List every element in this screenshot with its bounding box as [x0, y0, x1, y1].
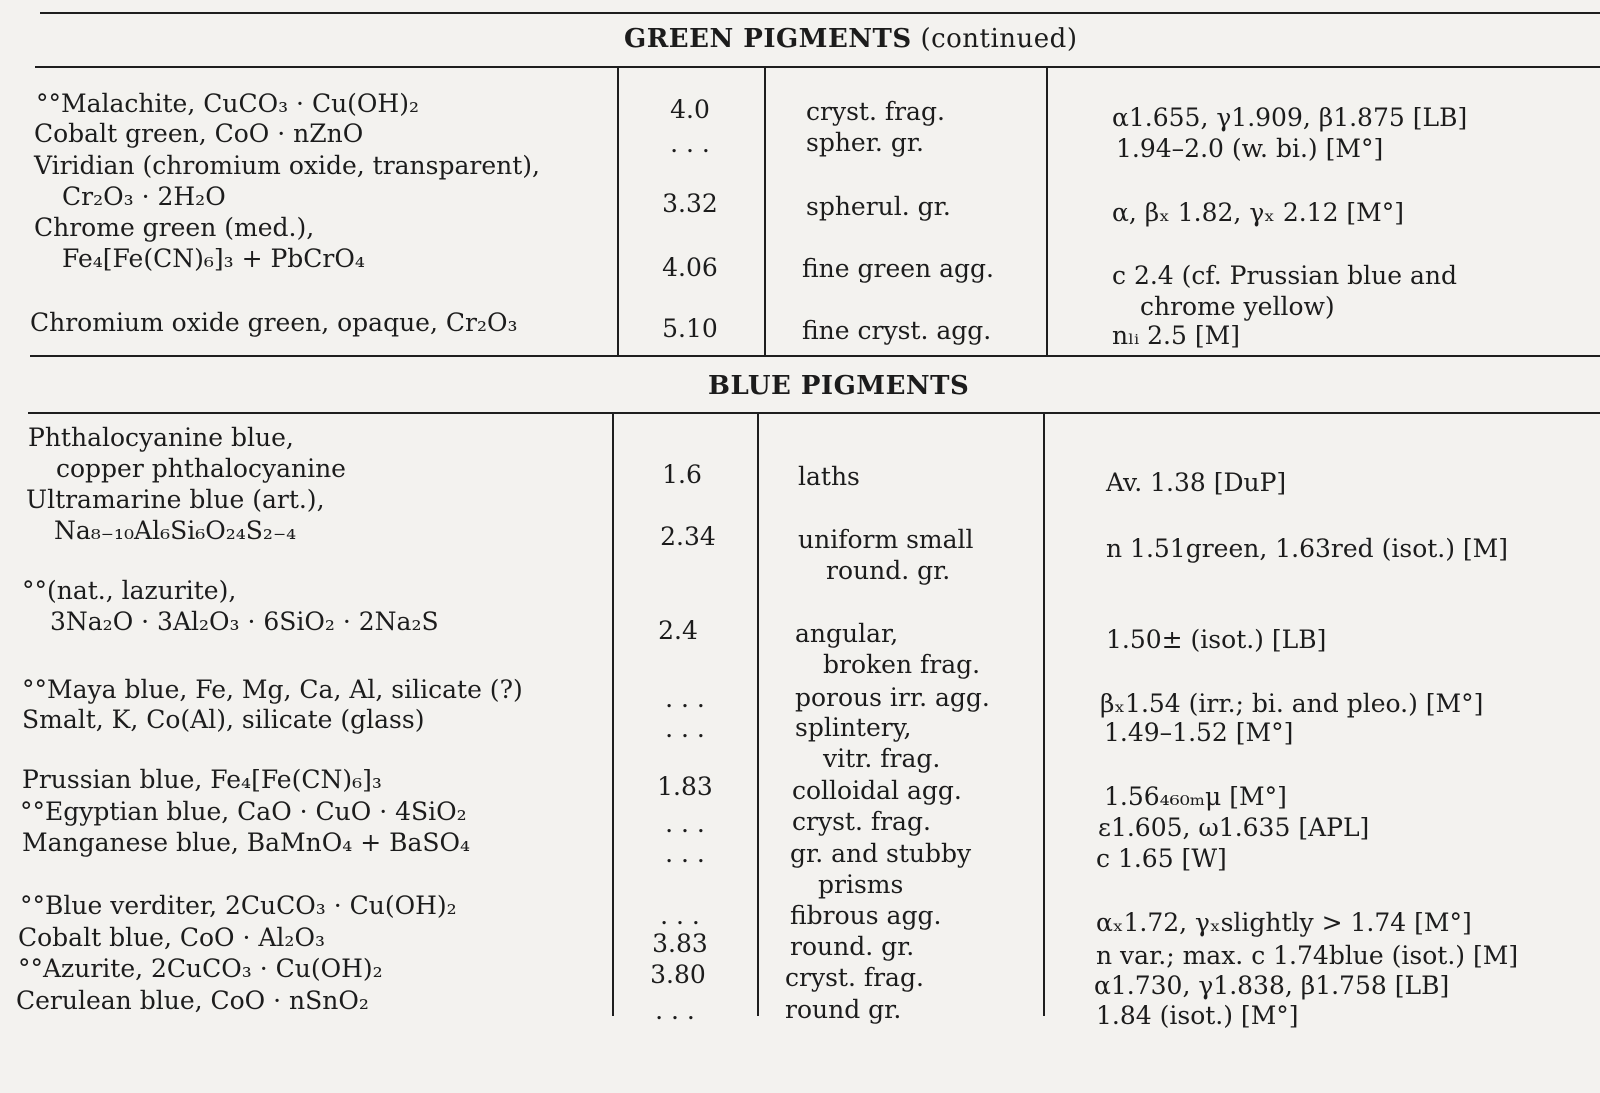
- form-line: round. gr.: [790, 932, 915, 961]
- blue-row-10-name: [18, 953, 383, 984]
- blue-row-7-form: [790, 838, 971, 900]
- name-line: °°Blue verditer, 2CuCO₃ · Cu(OH)₂: [20, 891, 457, 920]
- ri-line: αₓ1.72, γₓslightly > 1.74 [M°]: [1096, 908, 1472, 937]
- name-line: Cr₂O₃ · 2H₂O: [62, 182, 226, 211]
- green-row-0-density: 4.0: [670, 95, 710, 124]
- blue-row-0-form: [798, 461, 860, 492]
- ri-line: chrome yellow): [1140, 292, 1335, 321]
- blue-row-1-ri: [1106, 533, 1508, 564]
- green-row-0-form: [806, 96, 945, 127]
- green-row-1-ri: [1116, 133, 1383, 164]
- blue-row-1-name: [26, 484, 325, 546]
- green-row-4-name: [30, 307, 518, 338]
- blue-row-10-ri: [1094, 970, 1449, 1001]
- ri-line: n 1.51green, 1.63red (isot.) [M]: [1106, 534, 1509, 563]
- blue-row-4-ri: [1104, 717, 1293, 748]
- form-line: spher. gr.: [806, 128, 924, 157]
- green-row-4-form: [802, 315, 991, 346]
- blue-row-9-ri: [1096, 940, 1518, 971]
- green-row-4-ri: [1112, 320, 1240, 351]
- green-row-2-density: 3.32: [662, 189, 718, 218]
- blue-row-8-ri: [1096, 907, 1472, 938]
- form-line: colloidal agg.: [792, 776, 962, 805]
- green-row-2-name: [34, 150, 540, 212]
- form-line: gr. and stubby: [790, 839, 972, 868]
- green-column-rule-3: [1046, 68, 1048, 356]
- blue-row-0-density: 1.6: [662, 460, 702, 489]
- blue-row-8-form: [790, 900, 941, 931]
- blue-row-11-ri: [1096, 1000, 1299, 1031]
- form-line: fibrous agg.: [790, 901, 942, 930]
- blue-row-0-name: [28, 422, 346, 484]
- green-section-title-suffix: (continued): [920, 24, 1078, 54]
- ri-line: ε1.605, ω1.635 [APL]: [1098, 813, 1370, 842]
- blue-row-11-density: . . .: [655, 996, 695, 1025]
- form-line: laths: [798, 462, 860, 491]
- blue-section-heading: [708, 371, 969, 401]
- ri-line: 1.56₄₆₀ₘμ [M°]: [1104, 782, 1287, 811]
- blue-row-10-density: 3.80: [650, 960, 706, 989]
- form-line: cryst. frag.: [785, 963, 924, 992]
- form-line: cryst. frag.: [806, 97, 945, 126]
- blue-row-3-name: [22, 674, 523, 705]
- green-section-heading: [624, 24, 1077, 54]
- name-line: Phthalocyanine blue,: [28, 423, 294, 452]
- name-line: Smalt, K, Co(Al), silicate (glass): [22, 705, 425, 734]
- blue-row-2-name: [22, 575, 439, 637]
- blue-row-9-density: 3.83: [652, 929, 708, 958]
- ri-line: α1.655, γ1.909, β1.875 [LB]: [1112, 103, 1468, 132]
- blue-column-rule-2: [757, 414, 759, 1016]
- blue-row-5-name: [22, 764, 382, 795]
- green-bottom-rule: [30, 355, 1600, 357]
- blue-row-11-name: [16, 985, 369, 1016]
- blue-row-0-ri: [1106, 467, 1286, 498]
- green-column-rule-2: [764, 68, 766, 356]
- ri-line: n var.; max. c 1.74blue (isot.) [M]: [1096, 941, 1519, 970]
- form-line: angular,: [795, 619, 899, 648]
- green-row-1-density: . . .: [670, 129, 710, 158]
- blue-row-7-density: . . .: [665, 839, 705, 868]
- blue-row-6-density: . . .: [665, 809, 705, 838]
- ri-line: c 2.4 (cf. Prussian blue and: [1112, 261, 1457, 290]
- green-row-3-name: [34, 212, 365, 274]
- blue-row-3-form: [795, 682, 990, 713]
- blue-row-3-density: . . .: [665, 684, 705, 713]
- name-line: Viridian (chromium oxide, transparent),: [34, 151, 540, 180]
- blue-row-1-form: [798, 524, 974, 586]
- blue-row-1-density: 2.34: [660, 522, 716, 551]
- blue-row-6-form: [792, 806, 931, 837]
- blue-row-2-ri: [1106, 624, 1326, 655]
- name-line: Cobalt blue, CoO · Al₂O₃: [18, 923, 325, 952]
- blue-row-2-form: [795, 618, 980, 680]
- form-line: splintery,: [795, 713, 912, 742]
- form-line: uniform small: [798, 525, 974, 554]
- form-line: prisms: [818, 870, 904, 899]
- form-line: round gr.: [785, 995, 902, 1024]
- blue-row-7-ri: [1096, 843, 1227, 874]
- blue-row-5-ri: [1104, 781, 1287, 812]
- ri-line: 1.84 (isot.) [M°]: [1096, 1001, 1299, 1030]
- green-row-4-density: 5.10: [662, 314, 718, 343]
- blue-section-title: BLUE PIGMENTS: [708, 371, 970, 401]
- blue-row-4-name: [22, 704, 424, 735]
- ri-line: 1.49–1.52 [M°]: [1104, 718, 1294, 747]
- name-line: °°Maya blue, Fe, Mg, Ca, Al, silicate (?): [22, 675, 523, 704]
- name-line: Cerulean blue, CoO · nSnO₂: [16, 986, 369, 1015]
- name-line: °°Azurite, 2CuCO₃ · Cu(OH)₂: [18, 954, 383, 983]
- blue-row-9-form: [790, 931, 914, 962]
- blue-row-4-form: [795, 712, 940, 774]
- green-heading-rule: [35, 66, 1600, 68]
- form-line: porous irr. agg.: [795, 683, 990, 712]
- green-row-0-ri: [1112, 102, 1467, 133]
- name-line: Chromium oxide green, opaque, Cr₂O₃: [30, 308, 518, 337]
- ri-line: nₗᵢ 2.5 [M]: [1112, 321, 1240, 350]
- blue-row-7-name: [22, 827, 470, 858]
- ri-line: α1.730, γ1.838, β1.758 [LB]: [1094, 971, 1450, 1000]
- name-line: Manganese blue, BaMnO₄ + BaSO₄: [22, 828, 471, 857]
- blue-row-2-density: 2.4: [658, 616, 698, 645]
- blue-row-11-form: [785, 994, 901, 1025]
- ri-line: c 1.65 [W]: [1096, 844, 1227, 873]
- green-row-3-form: [802, 253, 994, 284]
- blue-row-3-ri: [1100, 688, 1483, 719]
- ri-line: Av. 1.38 [DuP]: [1106, 468, 1287, 497]
- green-row-3-ri: [1112, 260, 1457, 322]
- name-line: °°(nat., lazurite),: [22, 576, 237, 605]
- name-line: copper phthalocyanine: [56, 454, 346, 483]
- name-line: °°Malachite, CuCO₃ · Cu(OH)₂: [36, 89, 420, 118]
- name-line: Fe₄[Fe(CN)₆]₃ + PbCrO₄: [62, 244, 365, 273]
- blue-row-10-form: [785, 962, 924, 993]
- green-row-1-form: [806, 127, 924, 158]
- name-line: 3Na₂O · 3Al₂O₃ · 6SiO₂ · 2Na₂S: [50, 607, 439, 636]
- name-line: Ultramarine blue (art.),: [26, 485, 325, 514]
- name-line: Chrome green (med.),: [34, 213, 315, 242]
- top-rule: [40, 12, 1600, 14]
- form-line: cryst. frag.: [792, 807, 931, 836]
- blue-row-6-ri: [1098, 812, 1369, 843]
- green-row-2-ri: [1112, 197, 1404, 228]
- blue-heading-rule: [28, 412, 1600, 414]
- blue-row-5-form: [792, 775, 962, 806]
- form-line: vitr. frag.: [823, 744, 941, 773]
- name-line: Prussian blue, Fe₄[Fe(CN)₆]₃: [22, 765, 382, 794]
- name-line: Cobalt green, CoO · nZnO: [34, 119, 364, 148]
- green-column-rule-1: [617, 68, 619, 356]
- blue-column-rule-3: [1043, 414, 1045, 1016]
- form-line: spherul. gr.: [806, 192, 951, 221]
- blue-row-6-name: [20, 796, 467, 827]
- ri-line: 1.94–2.0 (w. bi.) [M°]: [1116, 134, 1384, 163]
- ri-line: βₓ1.54 (irr.; bi. and pleo.) [M°]: [1100, 689, 1484, 718]
- green-row-1-name: [34, 118, 363, 149]
- green-section-title: GREEN PIGMENTS: [624, 24, 912, 54]
- ri-line: α, βₓ 1.82, γₓ 2.12 [M°]: [1112, 198, 1405, 227]
- form-line: fine cryst. agg.: [802, 316, 992, 345]
- green-row-3-density: 4.06: [662, 253, 718, 282]
- name-line: Na₈₋₁₀Al₆Si₆O₂₄S₂₋₄: [54, 516, 297, 545]
- name-line: °°Egyptian blue, CaO · CuO · 4SiO₂: [20, 797, 467, 826]
- ri-line: 1.50± (isot.) [LB]: [1106, 625, 1327, 654]
- blue-column-rule-1: [612, 414, 614, 1016]
- blue-row-8-density: . . .: [660, 901, 700, 930]
- form-line: fine green agg.: [802, 254, 994, 283]
- green-row-2-form: [806, 191, 951, 222]
- blue-row-9-name: [18, 922, 325, 953]
- green-row-0-name: [36, 88, 419, 119]
- form-line: broken frag.: [823, 650, 981, 679]
- blue-row-4-density: . . .: [665, 714, 705, 743]
- blue-row-8-name: [20, 890, 457, 921]
- blue-row-5-density: 1.83: [657, 772, 713, 801]
- form-line: round. gr.: [826, 556, 951, 585]
